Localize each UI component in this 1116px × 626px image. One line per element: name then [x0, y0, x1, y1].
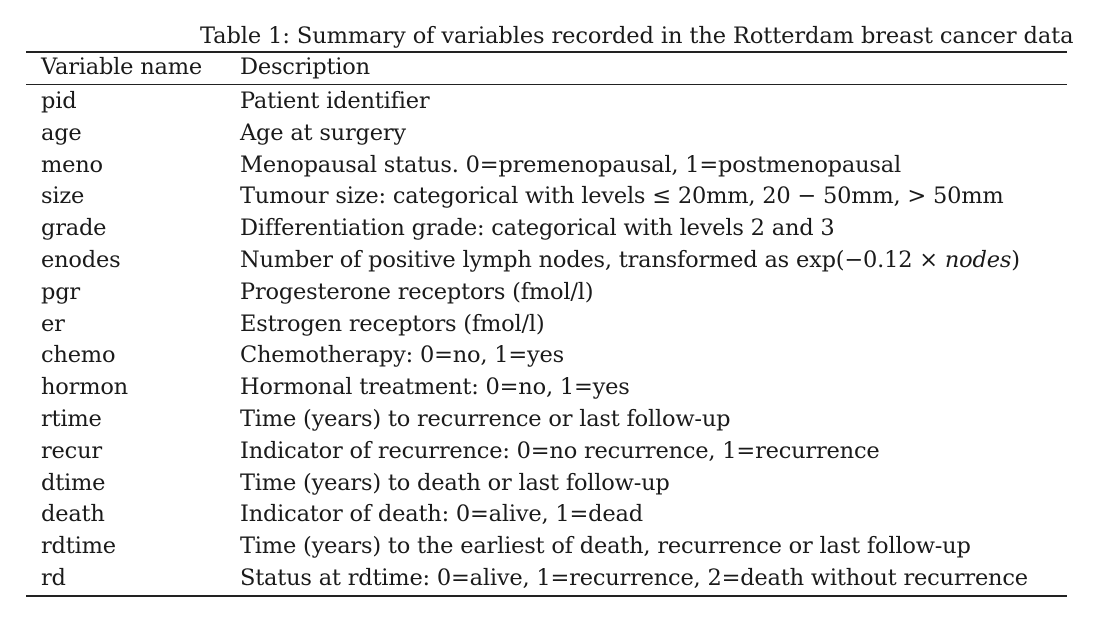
description-text: Indicator of death: 0=alive, 1=dead	[240, 501, 643, 528]
variable-name-cell: er	[41, 310, 65, 337]
variable-name-cell: chemo	[41, 342, 116, 369]
description-cell	[240, 339, 564, 371]
variable-name-cell: death	[41, 501, 105, 528]
table-row	[26, 85, 1067, 117]
variable-name-cell: size	[41, 183, 85, 210]
table-row	[26, 403, 1067, 435]
table-row	[26, 498, 1067, 530]
description-cell	[240, 212, 835, 244]
description-text: Hormonal treatment: 0=no, 1=yes	[240, 374, 630, 401]
description-text: Differentiation grade: categorical with levels 2 and 3	[240, 215, 835, 242]
description-cell	[240, 244, 1020, 276]
description-text: Time (years) to death or last follow-up	[240, 469, 670, 496]
table-row	[26, 308, 1067, 340]
table-row	[26, 117, 1067, 149]
table-row	[26, 562, 1067, 594]
description-cell	[240, 435, 879, 467]
variable-name-cell: enodes	[41, 247, 121, 273]
column-header-description: Description	[240, 54, 370, 80]
variable-name-cell: rtime	[41, 406, 102, 432]
description-text: Tumour size: categorical with levels ≤ 20mm, 20 − 50mm, > 50mm	[240, 183, 1004, 210]
variable-name-cell: recur	[41, 437, 102, 464]
description-cell	[240, 308, 544, 340]
variable-name-cell: grade	[41, 215, 107, 242]
description-cell	[240, 117, 406, 149]
variable-name-cell: rdtime	[41, 533, 116, 560]
description-cell	[240, 149, 901, 181]
description-cell	[240, 562, 1028, 594]
variable-name-cell: meno	[41, 151, 103, 178]
description-text: Chemotherapy: 0=no, 1=yes	[240, 342, 565, 369]
variable-name-cell: hormon	[41, 374, 128, 401]
table-row	[26, 371, 1067, 403]
column-header-variable-name: Variable name	[41, 54, 202, 80]
description-cell	[240, 180, 1004, 212]
description-text: Progesterone receptors (fmol/l)	[240, 278, 594, 305]
variable-name-cell: pid	[41, 88, 77, 114]
description-math-variable: nodes	[944, 247, 1012, 273]
description-cell	[240, 403, 730, 435]
description-text: Time (years) to recurrence or last follow-up	[240, 406, 731, 432]
description-cell	[240, 371, 630, 403]
table-row	[26, 339, 1067, 371]
table-row	[26, 212, 1067, 244]
table-header	[26, 51, 1067, 83]
table-caption: Table 1: Summary of variables recorded in the Rotterdam breast cancer data	[200, 23, 1074, 49]
description-cell	[240, 498, 643, 530]
description-cell	[240, 85, 429, 117]
variable-name-cell: age	[41, 119, 82, 146]
description-cell	[240, 467, 670, 499]
table-bottom-rule	[26, 595, 1067, 597]
variable-name-cell: dtime	[41, 469, 106, 496]
table-row	[26, 180, 1067, 212]
table-row	[26, 467, 1067, 499]
description-text: Indicator of recurrence: 0=no recurrence, 1=recurrence	[240, 437, 880, 464]
table-row	[26, 276, 1067, 308]
description-text: Number of positive lymph nodes, transformed as exp(−0.12 ×	[240, 247, 945, 273]
description-text: Menopausal status. 0=premenopausal, 1=postmenopausal	[240, 151, 901, 178]
variable-name-cell: rd	[41, 565, 66, 591]
table-row	[26, 530, 1067, 562]
description-text: Patient identifier	[240, 88, 430, 114]
table-row	[26, 244, 1067, 276]
description-text: Status at rdtime: 0=alive, 1=recurrence, 2=death without recurrence	[240, 565, 1028, 591]
description-text: Estrogen receptors (fmol/l)	[240, 310, 545, 337]
description-cell	[240, 530, 971, 562]
description-text: Time (years) to the earliest of death, recurrence or last follow-up	[240, 533, 971, 560]
description-tail: )	[1011, 247, 1020, 273]
variable-name-cell: pgr	[41, 278, 80, 305]
table-row	[26, 149, 1067, 181]
description-text: Age at surgery	[240, 119, 406, 146]
description-cell	[240, 276, 593, 308]
table-row	[26, 435, 1067, 467]
